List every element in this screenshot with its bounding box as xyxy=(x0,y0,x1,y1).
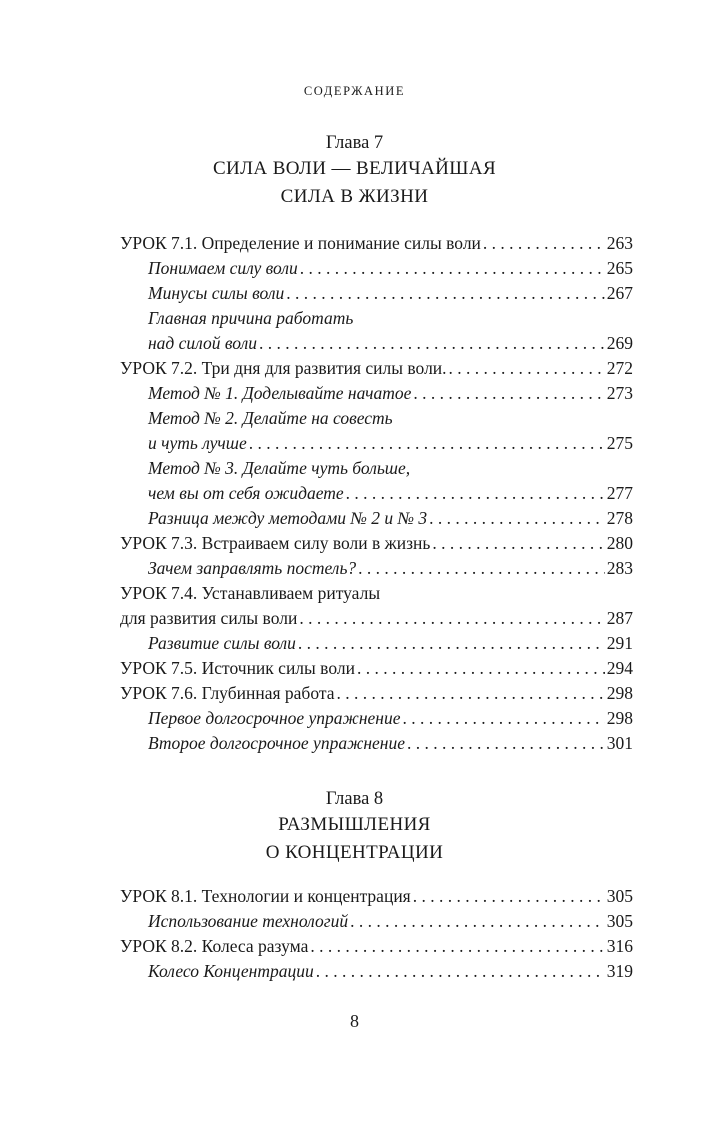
toc-page-number: 277 xyxy=(606,483,633,503)
dot-leader xyxy=(432,531,604,556)
dot-leader xyxy=(286,281,605,306)
toc-subentry xyxy=(120,706,633,731)
toc-entry-title: УРОК 7.6. Глубинная работа xyxy=(120,683,335,703)
toc-subentry xyxy=(120,481,633,506)
dot-leader xyxy=(402,706,604,731)
toc-page-number: 265 xyxy=(606,258,633,278)
toc-subentry xyxy=(120,909,633,934)
chapter-title-line: О КОНЦЕНТРАЦИИ xyxy=(265,842,444,863)
chapter-label: Глава 8 xyxy=(325,789,384,809)
toc-page-number: 273 xyxy=(606,383,633,403)
toc-page-number: 275 xyxy=(606,433,633,453)
toc-page-number: 267 xyxy=(606,283,633,303)
toc-subentry xyxy=(120,256,633,281)
toc-page-number: 278 xyxy=(606,508,633,528)
toc-subentry xyxy=(120,331,633,356)
toc-entry-title: Главная причина работать xyxy=(148,308,354,328)
toc-lesson-entry xyxy=(120,606,633,631)
toc-entry-title: Разница между методами № 2 и № 3 xyxy=(148,508,428,528)
toc-page-number: 263 xyxy=(606,233,633,253)
dot-leader xyxy=(413,884,605,909)
dot-leader xyxy=(298,631,605,656)
toc-list xyxy=(120,884,633,984)
toc-entry-title: УРОК 7.5. Источник силы воли xyxy=(120,658,355,678)
toc-subentry xyxy=(120,306,633,331)
dot-leader xyxy=(259,331,605,356)
toc-subentry xyxy=(120,406,633,431)
toc-page-number: 287 xyxy=(606,608,633,628)
toc-entry-title: Метод № 3. Делайте чуть больше, xyxy=(148,458,411,478)
toc-page-number: 283 xyxy=(606,558,633,578)
chapter-label: Глава 7 xyxy=(325,133,384,153)
toc-entry-title: УРОК 7.1. Определение и понимание силы воли xyxy=(120,233,481,253)
toc-subentry xyxy=(120,381,633,406)
chapter-heading xyxy=(0,131,709,211)
dot-leader xyxy=(350,909,605,934)
chapter-heading xyxy=(0,787,709,867)
dot-leader xyxy=(310,934,604,959)
toc-page-number: 305 xyxy=(606,911,633,931)
dot-leader xyxy=(336,681,604,706)
toc-lesson-entry xyxy=(120,356,633,381)
toc-entry-title: Первое долгосрочное упражнение xyxy=(148,708,401,728)
toc-entry-title: Развитие силы воли xyxy=(148,633,296,653)
toc-lesson-entry xyxy=(120,581,633,606)
dot-leader xyxy=(249,431,605,456)
toc-lesson-entry xyxy=(120,531,633,556)
toc-page-number: 291 xyxy=(606,633,633,653)
dot-leader xyxy=(299,606,604,631)
page-number: 8 xyxy=(350,1011,359,1031)
toc-entry-title: чем вы от себя ожидаете xyxy=(148,483,344,503)
toc-subentry xyxy=(120,456,633,481)
dot-leader xyxy=(449,356,605,381)
toc-entry-title: Зачем заправлять постель? xyxy=(148,558,357,578)
toc-page-number: 305 xyxy=(606,886,633,906)
toc-lesson-entry xyxy=(120,884,633,909)
toc-subentry xyxy=(120,281,633,306)
chapter-title-line: СИЛА В ЖИЗНИ xyxy=(280,186,429,207)
toc-subentry xyxy=(120,506,633,531)
chapter-title-line: СИЛА ВОЛИ — ВЕЛИЧАЙШАЯ xyxy=(212,158,497,179)
toc-entry-title: Понимаем силу воли xyxy=(148,258,298,278)
toc-entry-title: Метод № 1. Доделывайте начатое xyxy=(148,383,412,403)
toc-lesson-entry xyxy=(120,656,633,681)
toc-entry-title: УРОК 8.2. Колеса разума xyxy=(120,936,309,956)
toc-entry-title: Метод № 2. Делайте на совесть xyxy=(148,408,393,428)
chapter-title-line: РАЗМЫШЛЕНИЯ xyxy=(278,814,431,835)
dot-leader xyxy=(316,959,605,984)
toc-subentry xyxy=(120,731,633,756)
toc-page-number: 301 xyxy=(606,733,633,753)
dot-leader xyxy=(429,506,605,531)
toc-page-number: 280 xyxy=(606,533,633,553)
toc-entry-title: Второе долгосрочное упражнение xyxy=(148,733,405,753)
running-head: СОДЕРЖАНИЕ xyxy=(303,84,406,98)
toc-page-number: 272 xyxy=(606,358,633,378)
toc-lesson-entry xyxy=(120,681,633,706)
toc-entry-title: УРОК 7.4. Устанавливаем ритуалы xyxy=(120,583,381,603)
toc-page-number: 319 xyxy=(606,961,633,981)
toc-lesson-entry xyxy=(120,231,633,256)
toc-page-number: 269 xyxy=(606,333,633,353)
toc-entry-title: Минусы силы воли xyxy=(148,283,285,303)
dot-leader xyxy=(300,256,605,281)
dot-leader xyxy=(407,731,605,756)
dot-leader xyxy=(346,481,605,506)
toc-page-number: 316 xyxy=(606,936,633,956)
dot-leader xyxy=(413,381,604,406)
toc-entry-title: УРОК 8.1. Технологии и концентрация xyxy=(120,886,411,906)
toc-subentry xyxy=(120,959,633,984)
toc-subentry xyxy=(120,631,633,656)
toc-entry-title: УРОК 7.3. Встраиваем силу воли в жизнь xyxy=(120,533,431,553)
toc-entry-title: над силой воли xyxy=(148,333,257,353)
toc-list xyxy=(120,231,633,756)
toc-lesson-entry xyxy=(120,934,633,959)
toc-entry-title: Колесо Концентрации xyxy=(148,961,314,981)
dot-leader xyxy=(483,231,605,256)
dot-leader xyxy=(358,556,605,581)
toc-page-number: 294 xyxy=(606,658,633,678)
toc-entry-title: для развития силы воли xyxy=(120,608,298,628)
toc-page-number: 298 xyxy=(606,683,633,703)
toc-subentry xyxy=(120,431,633,456)
toc-subentry xyxy=(120,556,633,581)
toc-entry-title: УРОК 7.2. Три дня для развития силы воли. xyxy=(120,358,447,378)
dot-leader xyxy=(357,656,605,681)
toc-entry-title: и чуть лучше xyxy=(148,433,247,453)
toc-page-number: 298 xyxy=(606,708,633,728)
toc-entry-title: Использование технологий xyxy=(148,911,349,931)
